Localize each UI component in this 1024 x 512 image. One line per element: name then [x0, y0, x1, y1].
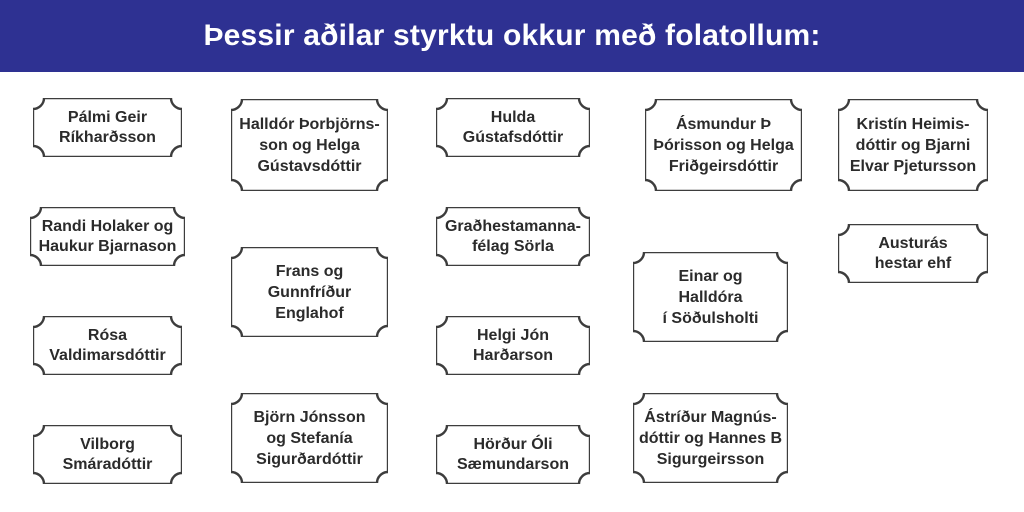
plaque-austuras-hestar-ehf [838, 224, 988, 283]
plaque-label [245, 407, 373, 470]
plaque-vilborg-smaradottir [33, 425, 182, 484]
page-title: Þessir aðilar styrktu okkur með folatollum: [203, 19, 821, 52]
plaque-label-line: Ástríður Magnús- [644, 408, 777, 426]
plaque-label-line: Vilborg [80, 435, 135, 453]
plaque-randi-holaker-og-haukur-bjarnason [30, 207, 185, 266]
plaque-helgi-jon-hardarson [436, 316, 590, 375]
plaque-label-line: Þórisson og Helga [653, 136, 794, 154]
plaque-label-line: Friðgeirsdóttir [668, 157, 779, 175]
plaque-label [449, 435, 577, 475]
plaque-label-line: og Stefanía [266, 429, 353, 447]
plaque-label-line: Graðhestamanna- [444, 217, 582, 235]
plaque-label [31, 217, 185, 257]
plaque-palmi-geir-rikhardsson [33, 98, 182, 157]
plaque-label-line: Hörður Óli [473, 435, 553, 453]
plaque-astridur-magnus-dottir-og-hannes-b-sigurgeirsson [633, 393, 788, 483]
plaque-label-line: Ríkharðsson [59, 128, 156, 146]
plaque-label-line: Kristín Heimis- [856, 115, 970, 133]
plaque-label [231, 114, 387, 177]
plaque-label-line: Björn Jónsson [253, 408, 366, 426]
plaque-halldor-thorbjorns-son-og-helga-gustavsdottir [231, 99, 388, 191]
plaque-label [455, 108, 571, 148]
plaque-label-line: son og Helga [259, 136, 360, 154]
plaque-label-line: Einar og [678, 267, 743, 285]
plaque-label-line: Sigurgeirsson [656, 450, 765, 468]
plaque-einar-og-halldora-i-sodulsholti [633, 252, 788, 342]
plaque-hordur-oli-saemundarson [436, 425, 590, 484]
plaque-label-line: Gústafsdóttir [462, 128, 564, 146]
plaque-label-line: Smáradóttir [62, 455, 153, 473]
plaque-label-line: Halldór Þorbjörns- [239, 115, 380, 133]
plaque-label-line: Pálmi Geir [67, 108, 148, 126]
plaque-gradhestamanna-felag-sorla [436, 207, 590, 266]
plaque-label [465, 326, 561, 366]
plaque-label [867, 234, 959, 274]
plaque-label-line: Gunnfríður [267, 283, 352, 301]
plaque-label-line: dóttir og Hannes B [638, 429, 783, 447]
plaque-label [631, 407, 790, 470]
plaque-rosa-valdimarsdottir [33, 316, 182, 375]
plaque-label-line: félag Sörla [472, 237, 554, 255]
plaque-label [842, 114, 984, 177]
plaque-label-line: Helgi Jón [476, 326, 549, 344]
plaque-label-line: Elvar Pjetursson [849, 157, 977, 175]
plaque-label [437, 217, 589, 257]
plaque-label [645, 114, 801, 177]
plaque-label [41, 326, 173, 366]
plaque-label-line: Englahof [275, 304, 344, 322]
plaque-label-line: Austurás [878, 234, 948, 252]
plaque-label-line: dóttir og Bjarni [855, 136, 971, 154]
plaque-bjorn-jonsson-og-stefania-sigurdardottir [231, 393, 388, 483]
plaque-label-line: Haukur Bjarnason [38, 237, 177, 255]
plaque-label-line: Gústavsdóttir [257, 157, 362, 175]
plaque-label [51, 108, 164, 148]
plaque-label-line: Rósa [87, 326, 128, 344]
plaque-label-line: Harðarson [472, 346, 554, 364]
plaque-label-line: Halldóra [678, 288, 743, 306]
plaque-label-line: Ásmundur Þ [675, 115, 772, 133]
plaque-hulda-gustafsdottir [436, 98, 590, 157]
plaque-label-line: Valdimarsdóttir [49, 346, 166, 364]
plaque-label-line: Frans og [275, 262, 344, 280]
plaque-asmundur-th-thorisson-og-helga-fridgeirsdottir [645, 99, 802, 191]
plaque-label-line: Hulda [490, 108, 536, 126]
plaque-label-line: Sæmundarson [456, 455, 569, 473]
plaque-kristin-heimis-dottir-og-bjarni-elvar-pjetursson [838, 99, 988, 191]
plaque-label [655, 266, 767, 329]
plaque-label-line: hestar ehf [874, 254, 952, 272]
plaque-frans-og-gunnfridur-englahof [231, 247, 388, 337]
plaque-label [55, 435, 161, 475]
plaque-label-line: Sigurðardóttir [256, 450, 363, 468]
plaque-label-line: í Söðulsholti [662, 309, 759, 327]
plaque-label [260, 261, 360, 324]
plaque-label-line: Randi Holaker og [41, 217, 174, 235]
